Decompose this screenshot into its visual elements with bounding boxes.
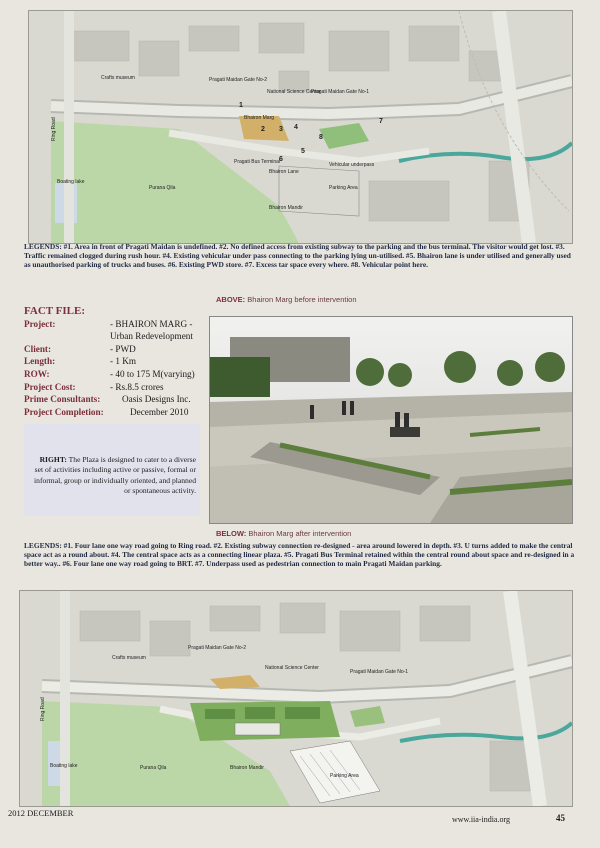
map-label: Vehicular underpass xyxy=(329,162,375,168)
map-label: Bhairon Lane xyxy=(269,169,299,175)
right-note-tag: RIGHT: xyxy=(39,455,67,464)
map-label: Bhairon Mandir xyxy=(269,205,303,211)
fact-value: - 40 to 175 M(varying) xyxy=(110,369,195,379)
map-label: Purana Qila xyxy=(149,185,176,191)
legend-after: LEGENDS: #1. Four lane one way road going to Ring road. #2. Existing subway connection re-designed - area around lowered in depth. #3. U turns added to make the central space act as a round about. #4. The central space acts as a connecting linear plaza. #5. Pragati Bus Terminal retained within the central round about space and re-designed in a better way.. #6. Four lane one way road going to BRT. #7. Underpass used as pedestrian connection to main Pragati Maidan parking. xyxy=(24,541,575,569)
map-label: Pragati Maidan Gate No-2 xyxy=(209,77,268,83)
right-note-text: The Plaza is designed to cater to a diverse set of activities including active or passive, formal or informal, group or individually oriented, and planned or spontaneous activity. xyxy=(34,455,196,496)
plaza-photo-drawing xyxy=(210,317,572,523)
fact-value: Oasis Designs Inc. xyxy=(122,394,191,404)
fact-value: - PWD xyxy=(110,344,136,354)
caption-above-tag: ABOVE: xyxy=(216,295,246,304)
map-label: Pragati Maidan Gate No-2 xyxy=(188,645,247,651)
map-label: Crafts museum xyxy=(112,655,146,661)
fact-value: December 2010 xyxy=(130,407,189,417)
legend-before: LEGENDS: #1. Area in front of Pragati Maidan is undefined. #2. No defined access from existing subway to the parking and the bus terminal. The visitor would get lost. #3. Traffic remained clogged during rush hour. #4. Existing vehicular under pass connecting to the parking lying un-utilised. #5. Bhairon lane is under utilised and generally used as unauthorised parking of trucks and buses. #6. Existing PWD store. #7. Excess tar space every where. #8. Vehicular point here. xyxy=(24,242,571,270)
caption-above xyxy=(216,295,357,304)
map-number: 1 xyxy=(239,102,243,109)
fact-key: Project Completion: xyxy=(24,407,104,417)
right-note xyxy=(30,455,196,497)
map-label: National Science Center xyxy=(267,89,321,95)
map-label: Pragati Maidan Gate No-1 xyxy=(350,669,409,675)
map-label: Parking Area xyxy=(329,185,358,191)
map-number: 7 xyxy=(379,118,383,125)
map-number: 6 xyxy=(279,156,283,163)
map-number: 3 xyxy=(279,126,283,133)
site-plan-before-drawing xyxy=(29,11,572,243)
fact-key: Project: xyxy=(24,319,56,329)
map-label: Bhairon Marg xyxy=(244,115,275,121)
map-label: Boating lake xyxy=(57,179,85,185)
fact-key: Length: xyxy=(24,356,56,366)
fact-value: Urban Redevelopment xyxy=(110,331,193,341)
fact-value: - BHAIRON MARG - xyxy=(110,319,193,329)
fact-key: ROW: xyxy=(24,369,50,379)
caption-below-text: Bhairon Marg after intervention xyxy=(248,529,352,538)
fact-value: - Rs.8.5 crores xyxy=(110,382,164,392)
map-label: Bhairon Mandir xyxy=(230,765,264,771)
map-number: 4 xyxy=(294,124,298,131)
footer-issue: 2012 DECEMBER xyxy=(8,808,74,818)
fact-value: - 1 Km xyxy=(110,356,137,366)
map-label: Crafts museum xyxy=(101,75,135,81)
map-number: 5 xyxy=(301,148,305,155)
site-plan-after-drawing xyxy=(20,591,572,806)
caption-below xyxy=(216,529,351,538)
footer-url[interactable]: www.iia-india.org xyxy=(452,815,510,824)
plaza-photo xyxy=(209,316,573,524)
map-number: 8 xyxy=(319,134,323,141)
map-label: Boating lake xyxy=(50,763,78,769)
map-label: Purana Qila xyxy=(140,765,167,771)
site-plan-after xyxy=(19,590,573,807)
map-label: Ring Road xyxy=(40,697,46,721)
site-plan-before xyxy=(28,10,573,244)
map-number: 2 xyxy=(261,126,265,133)
fact-key: Prime Consultants: xyxy=(24,394,101,404)
map-label: Parking Area xyxy=(330,773,359,779)
map-label: National Science Center xyxy=(265,665,319,671)
fact-key: Project Cost: xyxy=(24,382,76,392)
footer-page-number: 45 xyxy=(556,813,565,823)
caption-above-text: Bhairon Marg before intervention xyxy=(247,295,357,304)
caption-below-tag: BELOW: xyxy=(216,529,247,538)
fact-key: Client: xyxy=(24,344,52,354)
map-label: Ring Road xyxy=(51,117,57,141)
map-label: Pragati Bus Terminal xyxy=(234,159,281,165)
fact-file-title: FACT FILE: xyxy=(24,305,86,317)
map-label: Pragati Maidan Gate No-1 xyxy=(311,89,370,95)
